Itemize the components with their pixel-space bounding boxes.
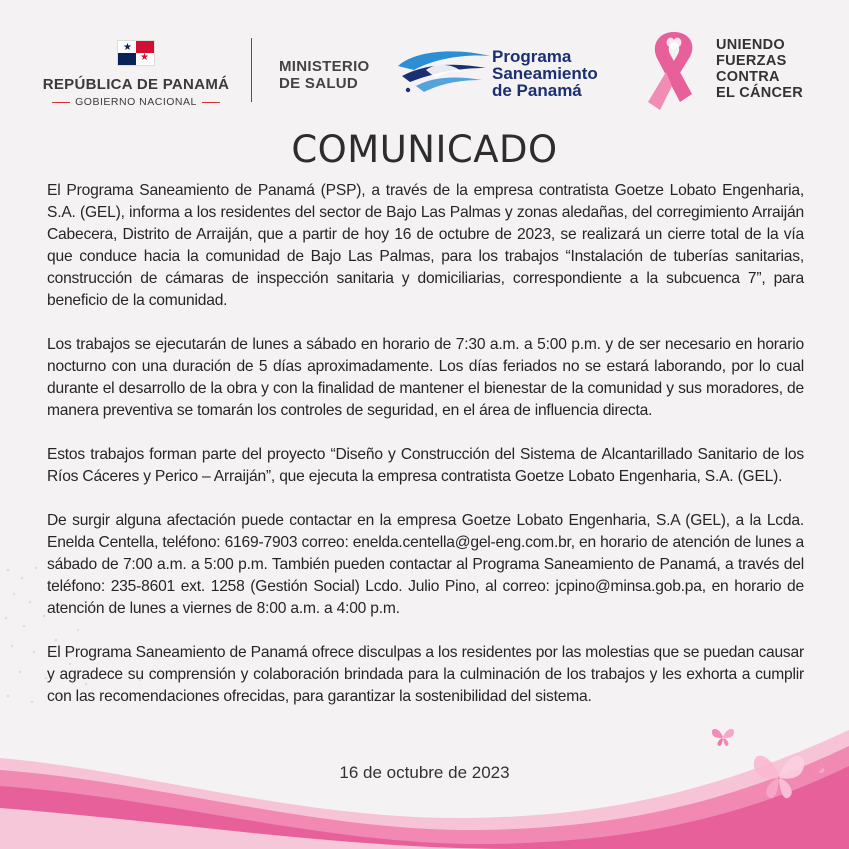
- paragraph: Los trabajos se ejecutarán de lunes a sábado en horario de 7:30 a.m. a 5:00 p.m. y de ser necesario en horario nocturno con una duración de 5 días aproximadamente. Los días feriados no se estará laborando, por lo cual durante el desarrollo de la obra y con la finalidad de mantener el bienestar de la comunidad y sus moradores, de manera preventiva se tomarán los controles de seguridad, en el área de influencia directa.: [47, 336, 804, 419]
- pink-ribbon-icon: [636, 24, 712, 116]
- programa-line3: de Panamá: [492, 81, 582, 100]
- republica-panama-logo: [40, 40, 232, 108]
- header-divider: [251, 38, 252, 102]
- header-logos: [0, 0, 849, 130]
- page-title: COMUNICADO: [291, 128, 558, 171]
- programa-line2: Saneamiento: [492, 64, 598, 83]
- communique-body: [47, 180, 804, 730]
- programa-line1: Programa: [492, 47, 572, 66]
- programa-saneamiento-logo: [492, 48, 598, 99]
- campaign-line3: CONTRA: [716, 69, 780, 85]
- ministerio-line1: MINISTERIO: [279, 58, 370, 75]
- panama-flag-icon: ★ ★: [117, 40, 155, 66]
- dolphin-logo-icon: [396, 46, 492, 98]
- paragraph: De surgir alguna afectación puede contactar en la empresa Goetze Lobato Engenharia, S.A (GEL), a la Lcda. Enelda Centella, teléfono: 6169-7903 correo: enelda.centella@gel-eng.com.br, en horario de atención de lunes a sábado de 7:00 a.m. a 5:00 p.m. También pueden contactar al Programa Saneamiento de Panamá, a través del teléfono: 235-8601 ext. 1258 (Gestión Social) Lcdo. Julio Pino, al correo: jcpino@minsa.gob.pa, en horario de atención de lunes a viernes de 8:00 a.m. a 4:00 p.m.: [47, 512, 804, 617]
- campaign-line4: EL CÁNCER: [716, 85, 804, 101]
- paragraph: El Programa Saneamiento de Panamá (PSP), a través de la empresa contratista Goetze Lobato Engenharia, S.A. (GEL), informa a los residentes del sector de Bajo Las Palmas y zonas aledañas, del corregimiento Arraiján Cabecera, Distrito de Arraiján, que a partir de hoy 16 de octubre de 2023, se realizará un cierre total de la vía que conduce hacia la comunidad de Bajo Las Palmas, para los trabajos “Instalación de tuberías sanitarias, construcción de cámaras de inspección sanitaria y domiciliarias, correspondiente a la subcuenca 7”, para beneficio de la comunidad.: [47, 182, 804, 309]
- ministerio-line2: DE SALUD: [279, 75, 359, 92]
- communique-date: 16 de octubre de 2023: [339, 763, 510, 782]
- ministerio-salud-logo: [279, 58, 370, 92]
- campaign-line1: UNIENDO: [716, 37, 785, 53]
- uniendo-fuerzas-logo: [716, 37, 803, 101]
- paragraph: El Programa Saneamiento de Panamá ofrece disculpas a los residentes por las molestias que se puedan causar y agradece su comprensión y colaboración brindada para la culminación de los trabajos y les exhorta a cumplir con las recomendaciones ofrecidas, para garantizar la sostenibilidad del sistema.: [47, 644, 804, 705]
- gobierno-subtitle: GOBIERNO NACIONAL: [75, 96, 197, 108]
- paragraph: Estos trabajos forman parte del proyecto “Diseño y Construcción del Sistema de Alcantarillado Sanitario de los Ríos Cáceres y Perico – Arraiján”, que ejecuta la empresa contratista Goetze Lobato Engenharia, S.A. (GEL).: [47, 446, 804, 485]
- campaign-line2: FUERZAS: [716, 53, 787, 69]
- republica-title: REPÚBLICA DE PANAMÁ: [42, 76, 230, 93]
